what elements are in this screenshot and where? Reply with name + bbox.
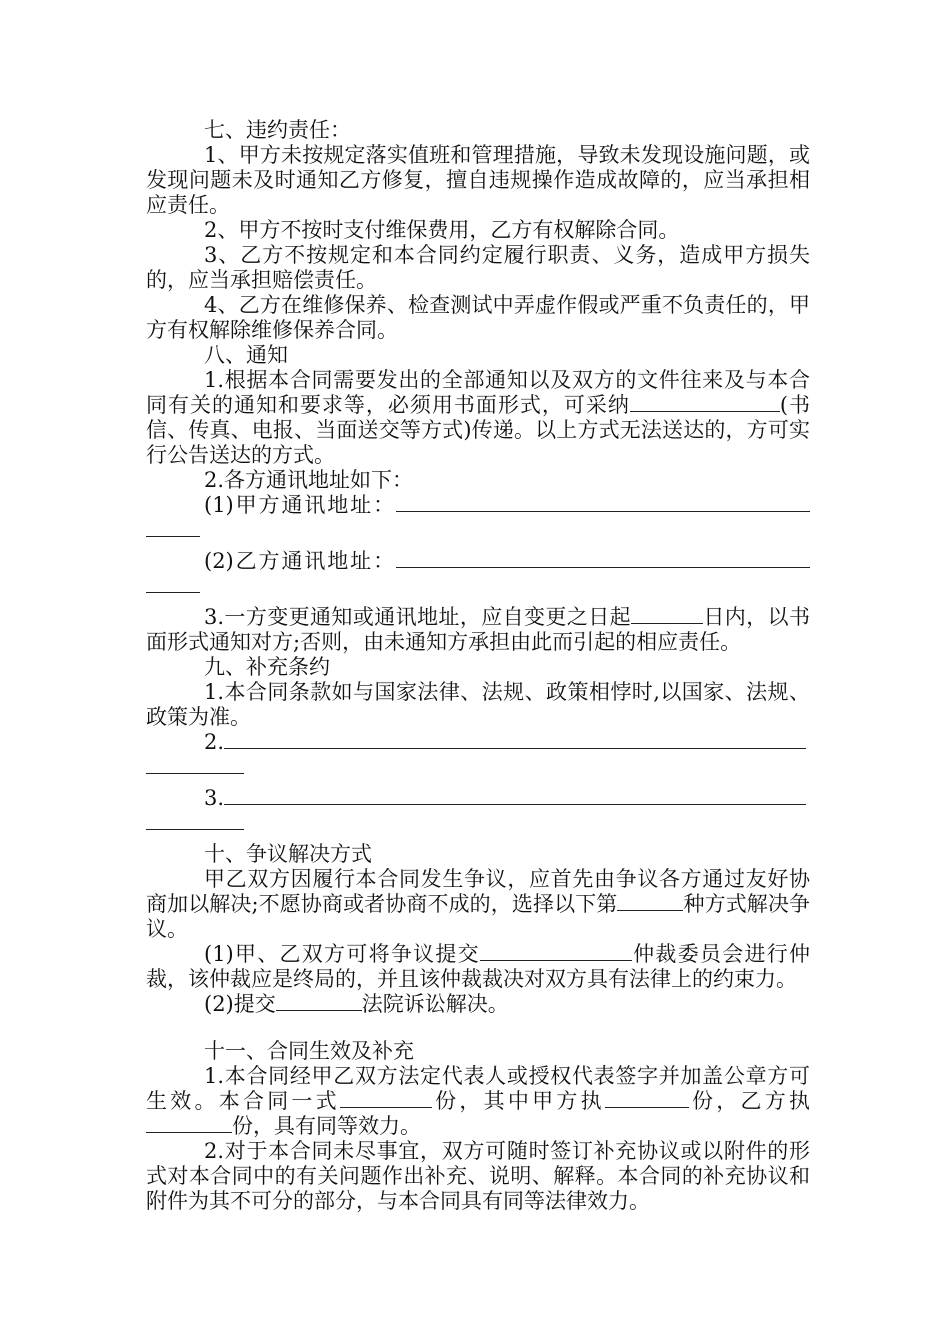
clause-text: (书信、传真、电报、当面送交等方式)传递。以上方式无法送达的，方可实行公告送达的方式。	[146, 393, 810, 467]
clause-number: 3.	[204, 786, 225, 810]
section-7-clause-2: 2、甲方不按时支付维保费用，乙方有权解除合同。	[204, 218, 680, 242]
section-7-clause-1: 1、甲方未按规定落实值班和管理措施，导致未发现设施问题，或发现问题未及时通知乙方修复，擅自违规操作造成故障的，应当承担相应责任。	[146, 143, 810, 217]
clause-text: 1.根据本合同需要发出的全部通知以及双方的文件往来及与本合同有关的通知和要求等，必须用书面形式，可采纳	[146, 368, 810, 417]
section-9-clause-2	[146, 730, 810, 780]
blank-line	[396, 549, 810, 568]
clause-number: 2.	[204, 730, 225, 754]
blank-line	[617, 892, 683, 911]
section-8-clause-2: 2.各方通讯地址如下：	[204, 468, 414, 492]
blank-line	[146, 518, 200, 537]
clause-text: 3.一方变更通知或通讯地址，应自变更之日起	[204, 605, 631, 629]
section-9-clause-3	[146, 786, 810, 836]
section-8-address-b	[146, 549, 810, 599]
section-7-clause-4: 4、乙方在维修保养、检查测试中弄虚作假或严重不负责任的，甲方有权解除维修保养合同。	[146, 293, 810, 342]
blank-line	[146, 1114, 232, 1133]
section-9-clause-1: 1.本合同条款如与国家法律、法规、政策相悖时,以国家、法规、政策为准。	[146, 680, 810, 729]
blank-line	[605, 1089, 689, 1108]
blank-line	[631, 605, 703, 624]
section-10-option-2	[146, 992, 810, 1017]
document-body	[146, 118, 810, 1214]
blank-line	[770, 393, 780, 412]
section-9-title: 九、补充条约	[204, 655, 330, 679]
clause-text: 份，乙方执	[688, 1089, 811, 1113]
blank-line	[146, 811, 244, 830]
address-label: (2)乙方通讯地址：	[204, 549, 396, 573]
section-10-title: 十、争议解决方式	[204, 842, 372, 866]
blank-line	[146, 755, 244, 774]
clause-text: 法院诉讼解决。	[361, 992, 509, 1016]
blank-line	[480, 942, 632, 961]
section-8-clause-3	[146, 605, 810, 655]
section-8-title: 八、通知	[204, 343, 288, 367]
section-11-clause-2: 2.对于本合同未尽事宜，双方可随时签订补充协议或以附件的形式对本合同中的有关问题作出补充、说明、解释。本合同的补充协议和附件为其不可分的部分，与本合同具有同等法律效力。	[146, 1139, 810, 1213]
clause-text: 日内，以书面形式通知对方;否则，由未通知方承担由此而引起的相应责任。	[146, 605, 810, 654]
section-7-clause-3: 3、乙方不按规定和本合同约定履行职责、义务，造成甲方损失的，应当承担赔偿责任。	[146, 243, 810, 292]
blank-line	[224, 730, 806, 749]
section-11-title: 十一、合同生效及补充	[204, 1039, 414, 1063]
blank-line	[276, 992, 362, 1011]
clause-text: (1)甲、乙双方可将争议提交	[204, 942, 480, 966]
clause-text: 份，其中甲方执	[431, 1089, 605, 1113]
blank-line	[224, 786, 806, 805]
clause-text: 甲乙双方因履行本合同发生争议，应首先由争议各方通过友好协商加以解决;不愿协商或者协商不成的，选择以下第	[146, 867, 810, 916]
clause-text: 份，具有同等效力。	[232, 1114, 421, 1138]
clause-text: 1.本合同经甲乙双方法定代表人或授权代表签字并加盖公章方可生效。本合同一式	[146, 1064, 810, 1113]
blank-line	[340, 1089, 432, 1108]
clause-text: 仲裁委员会进行仲裁，该仲裁应是终局的，并且该仲裁裁决对双方具有法律上的约束力。	[146, 942, 811, 991]
section-11-clause-1	[146, 1064, 810, 1139]
clause-text: (2)提交	[204, 992, 276, 1016]
blank-line	[396, 493, 810, 512]
section-8-clause-1	[146, 368, 810, 468]
section-10-clause-1	[146, 867, 810, 942]
clause-text: 种方式解决争议。	[146, 892, 810, 941]
blank-line	[146, 574, 200, 593]
blank-line	[630, 393, 770, 412]
section-7-title: 七、违约责任：	[204, 118, 351, 142]
section-10-option-1	[146, 942, 810, 992]
section-8-address-a	[146, 493, 810, 543]
address-label: (1)甲方通讯地址：	[204, 493, 396, 517]
